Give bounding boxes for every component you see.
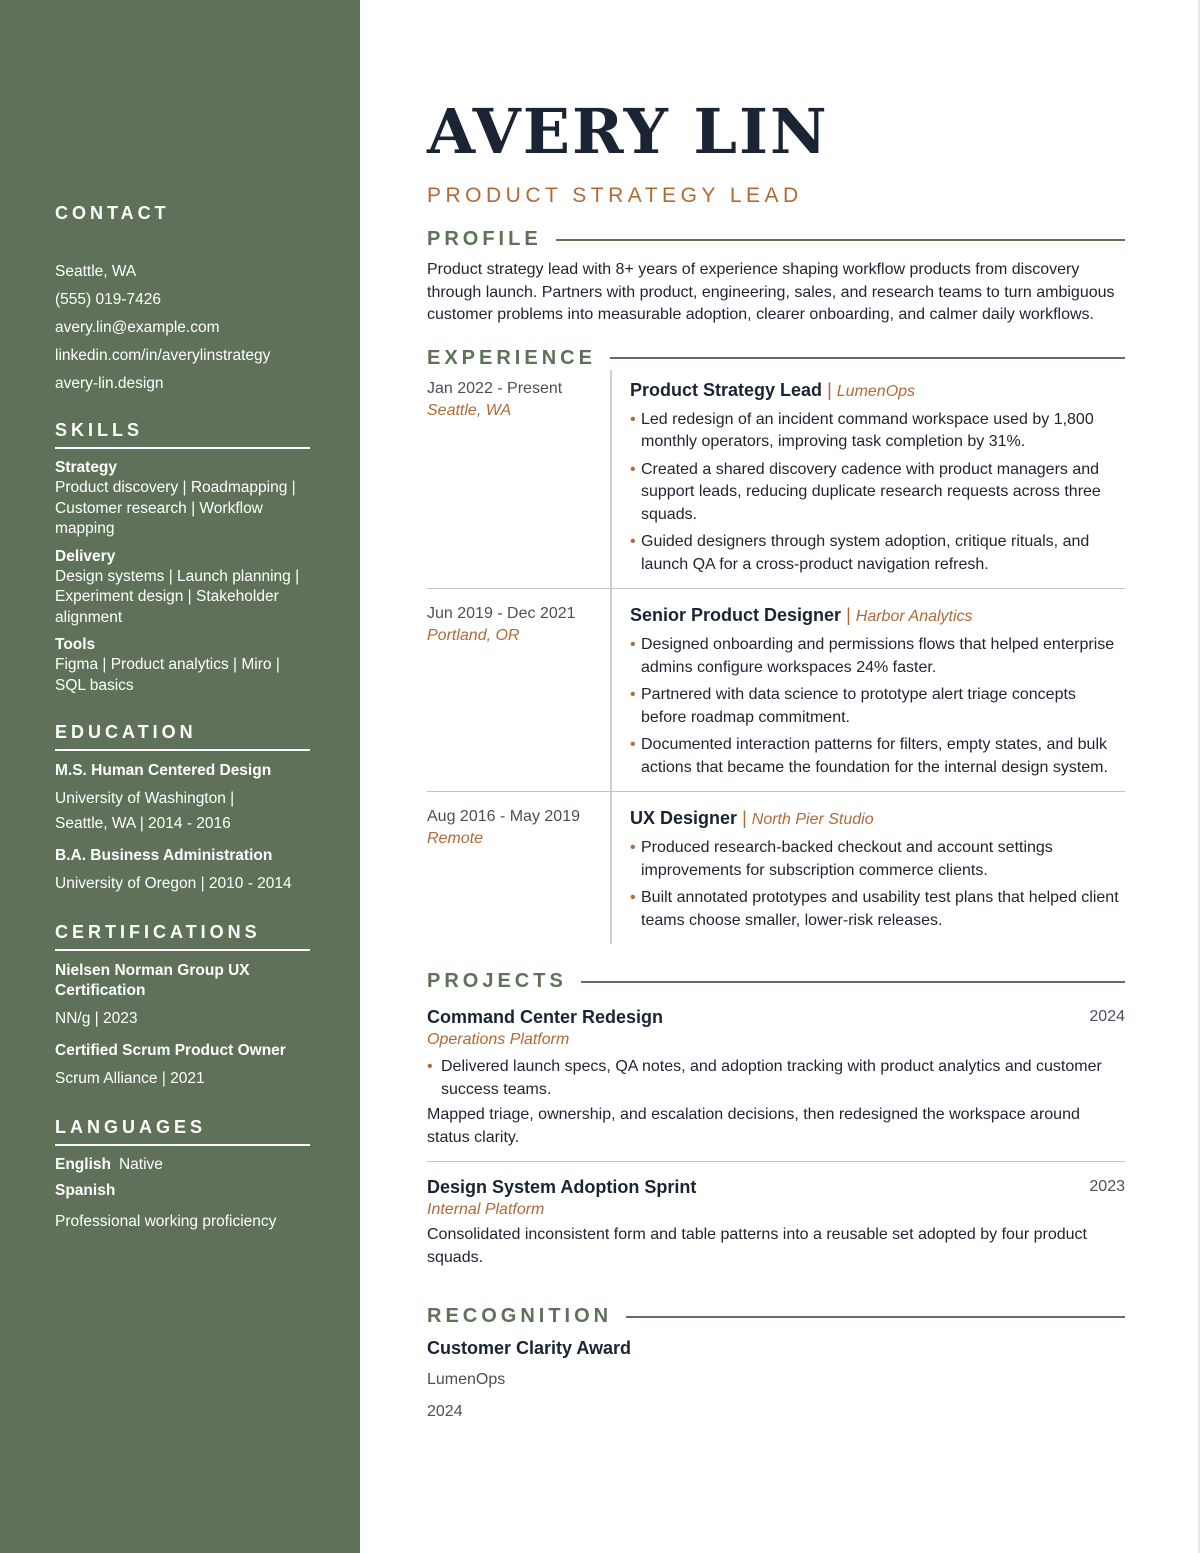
profile-summary: Product strategy lead with 8+ years of experience shaping workflow products from discovery through launch. Partners with product, engineering, sales, and research teams to turn ambiguous customer problems into measurable adoption, clearer onboarding, and calmer daily workflows. <box>427 261 1115 323</box>
job-entry <box>427 589 1125 792</box>
degree-location-dates: Seattle, WA | 2014 - 2016 <box>55 815 231 832</box>
job-location: Remote <box>427 830 484 847</box>
job-bullet: • Partnered with data science to prototype alert triage concepts before roadmap commitment. <box>630 684 1125 729</box>
candidate-name: AVERY LIN <box>427 95 829 168</box>
candidate-role: PRODUCT STRATEGY LEAD <box>427 184 803 207</box>
certification-name: Certified Scrum Product Owner <box>55 1042 286 1059</box>
skill-group-text: Figma | Product analytics | Miro | SQL basics <box>55 656 280 694</box>
job-separator: | <box>742 808 747 828</box>
contact-location: Seattle, WA <box>55 263 137 280</box>
education-entry <box>55 846 310 896</box>
project-year: 2024 <box>1089 1008 1125 1025</box>
job-bullet: • Documented interaction patterns for filters, empty states, and bulk actions that became the foundation for the internal design system. <box>630 734 1125 779</box>
job-bullet: • Built annotated prototypes and usability test plans that helped client teams choose smaller, lower-risk releases. <box>630 887 1125 932</box>
certification-meta: NN/g | 2023 <box>55 1010 138 1027</box>
experience-heading <box>427 347 1125 370</box>
project-category: Internal Platform <box>427 1201 545 1218</box>
certification-entry <box>55 1041 310 1091</box>
award-year: 2024 <box>427 1403 463 1420</box>
job-title-line <box>630 806 1125 832</box>
language-spanish <box>55 1178 310 1204</box>
award-title: Customer Clarity Award <box>427 1338 632 1358</box>
degree-school: University of Washington | <box>55 790 235 807</box>
degree-title: M.S. Human Centered Design <box>55 762 272 779</box>
recognition-heading <box>427 1305 1125 1328</box>
project-header <box>427 1005 1125 1029</box>
job-title: Product Strategy Lead <box>630 379 823 400</box>
job-title: Senior Product Designer <box>630 605 842 625</box>
contact-website[interactable]: avery-lin.design <box>55 375 164 392</box>
job-bullet: • Produced research-backed checkout and account settings improvements for subscription commerce clients. <box>630 837 1125 882</box>
language-level: Native <box>118 1156 163 1173</box>
project-description: Mapped triage, ownership, and escalation decisions, then redesigned the workspace around status clarity. <box>427 1106 1080 1146</box>
skill-group-title: Strategy <box>55 459 118 476</box>
language-name: Spanish <box>55 1182 116 1199</box>
profile-heading-text: PROFILE <box>427 228 542 250</box>
skill-group <box>55 457 310 540</box>
experience-heading-text: EXPERIENCE <box>427 346 596 369</box>
project-header <box>427 1175 1125 1199</box>
job-details <box>612 589 1125 791</box>
skills-heading: SKILLS <box>55 420 310 449</box>
skill-group-text: Design systems | Launch planning | Experiment design | Stakeholder alignment <box>55 567 300 626</box>
language-english <box>55 1152 310 1178</box>
contact-list <box>55 258 310 398</box>
project-name: Command Center Redesign <box>427 1007 664 1027</box>
degree-title: B.A. Business Administration <box>55 847 273 864</box>
job-location: Seattle, WA <box>427 401 512 419</box>
job-company: North Pier Studio <box>751 811 874 828</box>
job-separator: | <box>827 379 832 400</box>
job-dates: Aug 2016 - May 2019 <box>427 808 580 825</box>
sidebar <box>0 0 360 1553</box>
languages-heading: LANGUAGES <box>55 1117 310 1146</box>
education-entry <box>55 761 310 836</box>
project-entry <box>427 1005 1125 1149</box>
projects-heading-text: PROJECTS <box>427 970 567 992</box>
job-dates: Jan 2022 - Present <box>427 379 563 397</box>
job-dates: Jun 2019 - Dec 2021 <box>427 605 576 622</box>
job-location: Portland, OR <box>427 627 520 644</box>
job-entry <box>427 370 1125 590</box>
project-description: Consolidated inconsistent form and table patterns into a reusable set adopted by four product squads. <box>427 1226 1087 1266</box>
heading-rule <box>626 1316 1125 1318</box>
job-meta <box>427 370 612 589</box>
skill-group-title: Delivery <box>55 547 116 565</box>
heading-rule <box>610 357 1125 359</box>
skill-group-title: Tools <box>55 636 96 653</box>
education-heading: EDUCATION <box>55 722 310 751</box>
job-separator: | <box>846 605 851 625</box>
certification-name: Nielsen Norman Group UX Certification <box>55 962 250 999</box>
contact-email[interactable]: avery.lin@example.com <box>55 319 220 336</box>
profile-heading <box>427 228 1125 251</box>
contact-heading: CONTACT <box>55 203 170 223</box>
degree-school: University of Oregon | 2010 - 2014 <box>55 875 292 892</box>
skill-group <box>55 634 310 696</box>
heading-rule <box>556 239 1125 241</box>
language-level: Professional working proficiency <box>55 1213 277 1230</box>
job-title-line <box>630 603 1125 629</box>
job-bullet: • Led redesign of an incident command workspace used by 1,800 monthly operators, improving task completion by 31%. <box>630 409 1125 454</box>
skill-group-text: Product discovery | Roadmapping | Customer research | Workflow mapping <box>55 479 296 537</box>
project-bullet: • Delivered launch specs, QA notes, and adoption tracking with product analytics and customer success teams. <box>427 1056 1125 1101</box>
projects-heading <box>427 970 1125 993</box>
job-entry <box>427 792 1125 944</box>
skill-group <box>55 546 310 629</box>
certification-meta: Scrum Alliance | 2021 <box>55 1070 205 1087</box>
job-bullet: • Created a shared discovery cadence with product managers and support leads, reducing duplicate research requests across three squads. <box>630 459 1125 527</box>
award-organization: LumenOps <box>427 1371 506 1388</box>
language-name: English <box>55 1156 111 1173</box>
job-details <box>612 792 1125 944</box>
job-meta <box>427 589 612 791</box>
contact-linkedin[interactable]: linkedin.com/in/averylinstrategy <box>55 347 271 364</box>
contact-phone: (555) 019-7426 <box>55 291 161 308</box>
job-title: UX Designer <box>630 808 738 828</box>
job-details <box>612 370 1125 589</box>
project-category: Operations Platform <box>427 1031 570 1048</box>
recognition-heading-text: RECOGNITION <box>427 1305 613 1327</box>
main-content <box>427 0 1125 1424</box>
heading-rule <box>581 981 1125 983</box>
project-name: Design System Adoption Sprint <box>427 1177 697 1197</box>
job-bullet: • Guided designers through system adoption, critique rituals, and launch QA for a cross-product navigation refresh. <box>630 531 1125 576</box>
job-title-line <box>630 378 1125 404</box>
job-company: Harbor Analytics <box>855 608 973 625</box>
certifications-heading: CERTIFICATIONS <box>55 922 310 951</box>
project-entry <box>427 1161 1125 1269</box>
job-bullet: • Designed onboarding and permissions flows that helped enterprise admins configure workspaces 24% faster. <box>630 634 1125 679</box>
job-meta <box>427 792 612 944</box>
job-company: LumenOps <box>836 382 916 400</box>
certification-entry <box>55 961 310 1031</box>
project-year: 2023 <box>1089 1178 1125 1195</box>
